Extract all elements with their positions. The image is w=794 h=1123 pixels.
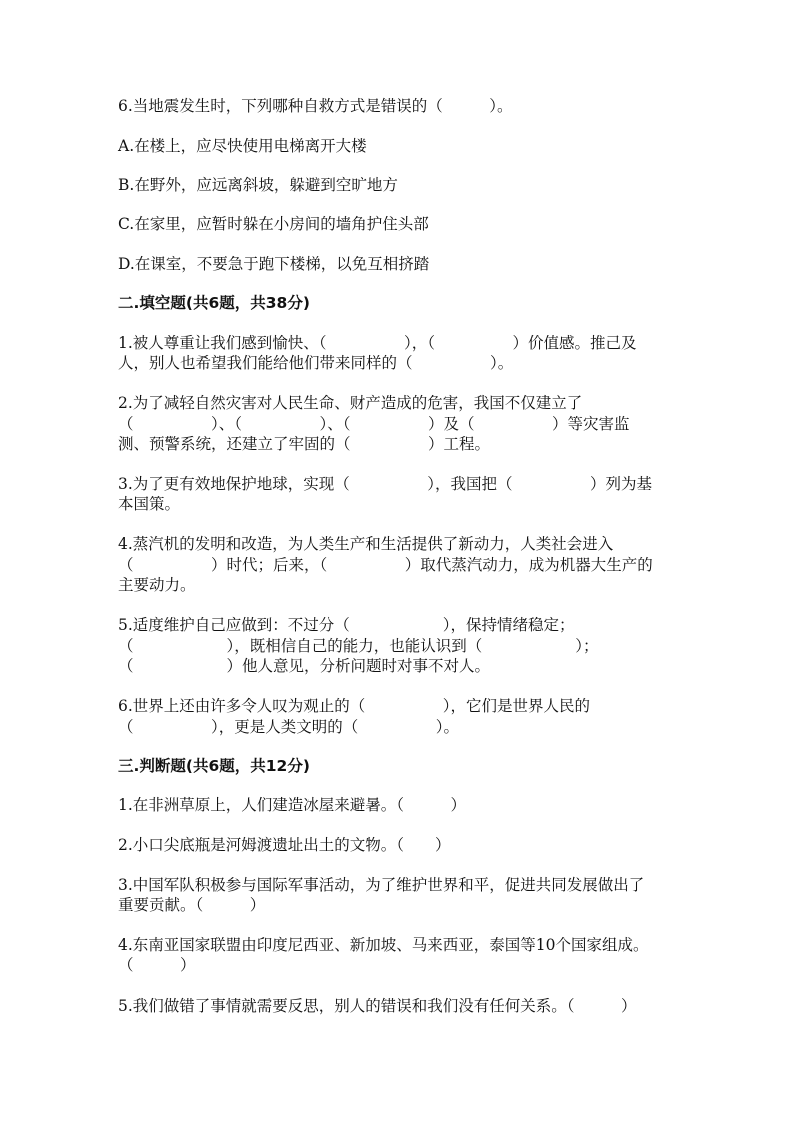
fill-question-6-line-2: （ ），更是人类文明的（ ）。 (118, 718, 460, 736)
fill-question-4-line-3: 主要动力。 (118, 576, 196, 594)
question-stem: 6.当地震发生时，下列哪种自救方式是错误的（ ）。 (118, 97, 513, 115)
judge-question-3-line-2: 重要贡献。（ ） (118, 896, 266, 914)
option-b: B.在野外，应远离斜坡，躲避到空旷地方 (118, 176, 398, 194)
option-d: D.在课室，不要急于跑下楼梯，以免互相挤踏 (118, 255, 430, 273)
judge-question-1: 1.在非洲草原上，人们建造冰屋来避暑。（ ） (118, 796, 467, 814)
fill-question-2-line-2: （ ）、（ ）、（ ）及（ ）等灾害监 (118, 415, 630, 433)
fill-question-4-line-2: （ ）时代；后来，（ ）取代蒸汽动力，成为机器大生产的 (118, 556, 653, 574)
fill-question-5-line-3: （ ）他人意见，分析问题时对事不对人。 (118, 657, 491, 675)
fill-question-3-line-2: 本国策。 (118, 495, 181, 513)
option-a: A.在楼上，应尽快使用电梯离开大楼 (118, 137, 367, 155)
judge-question-5: 5.我们做错了事情就需要反思，别人的错误和我们没有任何关系。（ ） (118, 997, 637, 1015)
option-c: C.在家里，应暂时躲在小房间的墙角护住头部 (118, 215, 429, 233)
judge-question-4-line-2: （ ） (118, 956, 196, 974)
fill-question-4-line-1: 4.蒸汽机的发明和改造，为人类生产和生活提供了新动力，人类社会进入 (118, 535, 614, 553)
section-heading: 三.判断题(共6题，共12分) (118, 757, 310, 775)
section-heading: 二.填空题(共6题，共38分) (118, 294, 310, 312)
fill-question-5-line-1: 5.适度维护自己应做到：不过分（ ），保持情绪稳定； (118, 616, 575, 634)
judge-question-2: 2.小口尖底瓶是河姆渡遗址出土的文物。（ ） (118, 836, 451, 854)
fill-question-5-line-2: （ ），既相信自己的能力，也能认识到（ ）； (118, 637, 599, 655)
fill-question-2-line-3: 测、预警系统，还建立了牢固的（ ）工程。 (118, 435, 491, 453)
judge-question-3-line-1: 3.中国军队积极参与国际军事活动，为了维护世界和平，促进共同发展做出了 (118, 876, 645, 894)
fill-question-3-line-1: 3.为了更有效地保护地球，实现（ ），我国把（ ）列为基 (118, 475, 653, 493)
fill-question-2-line-1: 2.为了减轻自然灾害对人民生命、财产造成的危害，我国不仅建立了 (118, 394, 583, 412)
fill-question-1-line-2: 人，别人也希望我们能给他们带来同样的（ ）。 (118, 354, 514, 372)
fill-question-1-line-1: 1.被人尊重让我们感到愉快、（ ），（ ）价值感。推己及 (118, 334, 637, 352)
fill-question-6-line-1: 6.世界上还由许多令人叹为观止的（ ），它们是世界人民的 (118, 697, 591, 715)
judge-question-4-line-1: 4.东南亚国家联盟由印度尼西亚、新加坡、马来西亚，泰国等10个国家组成。 (118, 936, 649, 954)
